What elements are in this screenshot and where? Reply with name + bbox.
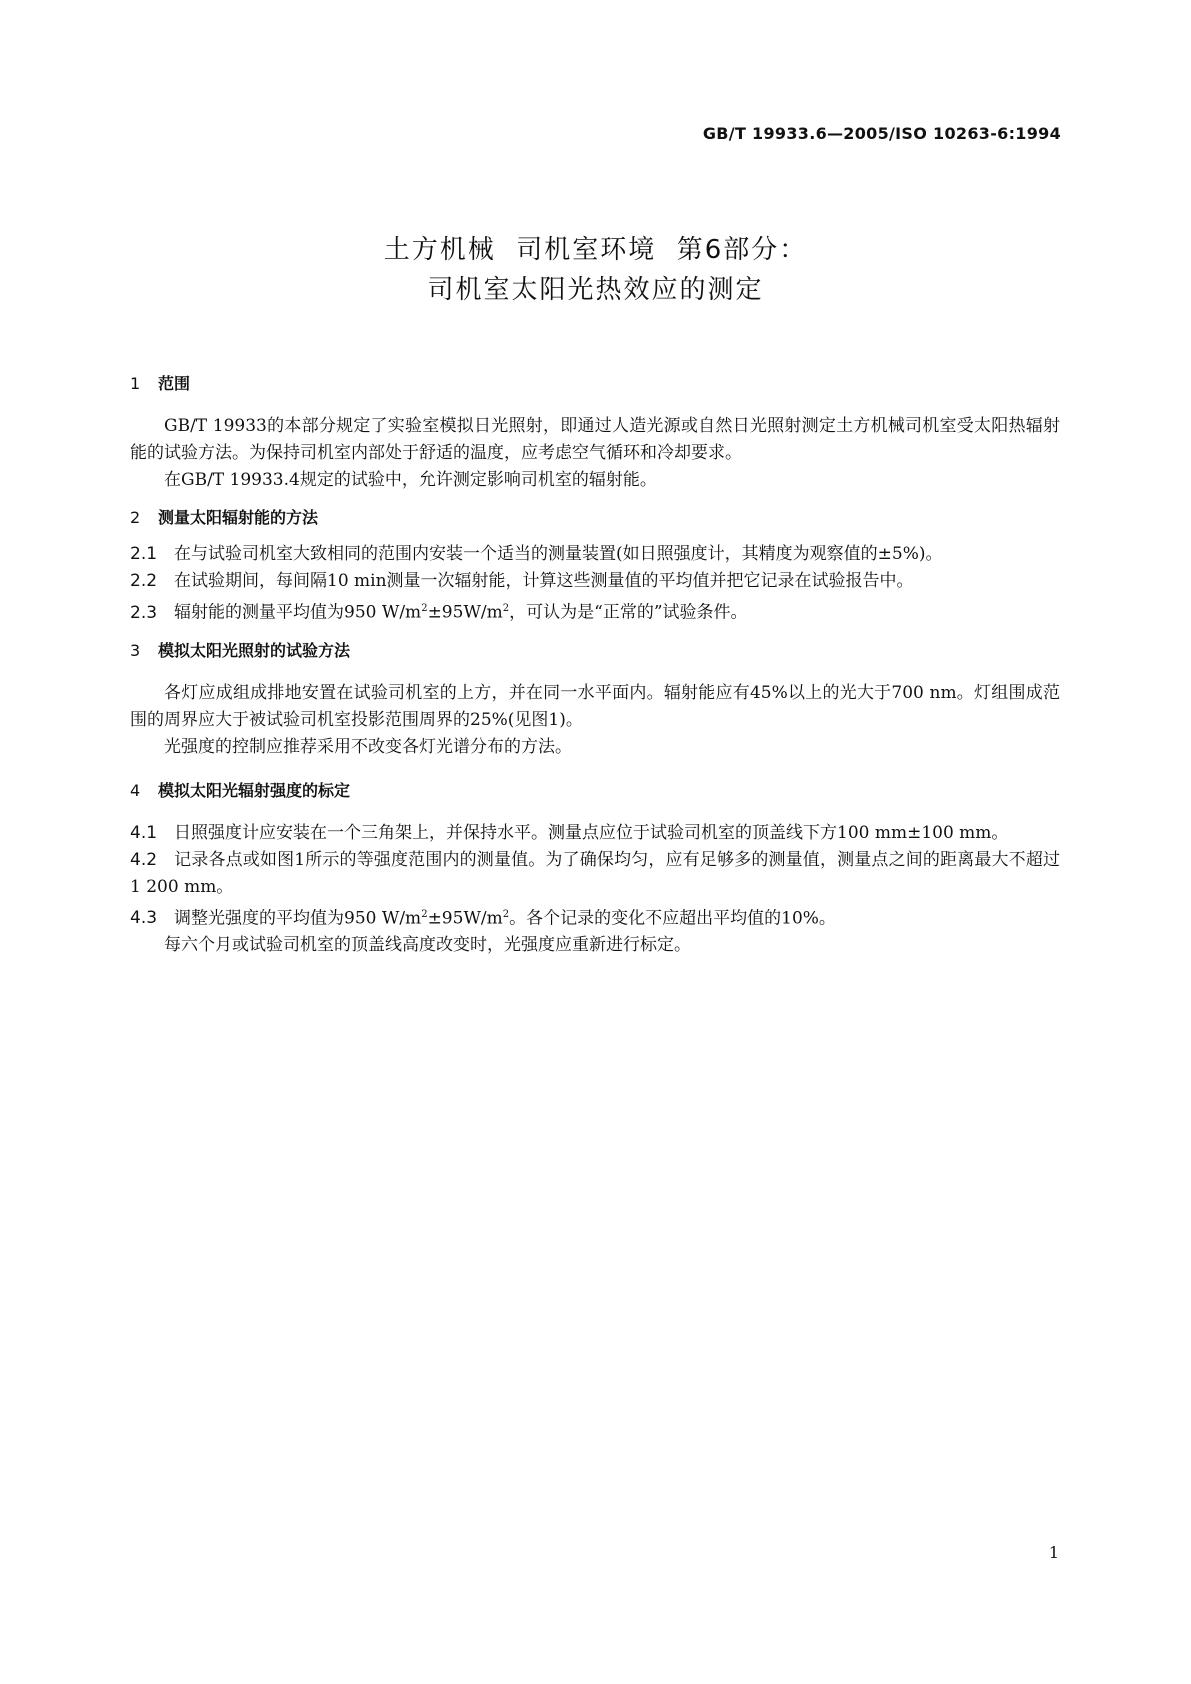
clause-number: 4.1: [130, 822, 158, 843]
section-number: 4: [130, 780, 141, 800]
clause-text: 记录各点或如图1所示的等强度范围内的测量值。为了确保均匀，应有足够多的测量值，测量点之间的距离最大不超过1 200 mm。: [130, 849, 1060, 897]
clause-2-3: [130, 595, 1060, 627]
section-number: 3: [130, 640, 141, 660]
clause-text: ，可认为是“正常的”试验条件。: [509, 602, 748, 623]
section-3-heading: [130, 637, 1060, 664]
clause-2-2: [130, 568, 1060, 595]
section-2-heading: [130, 504, 1060, 531]
clause-4-2: [130, 847, 1060, 901]
clause-2-1: [130, 541, 1060, 568]
page-number: 1: [1048, 1543, 1059, 1562]
section-4-heading: [130, 777, 1060, 804]
standard-code: GB/T 19933.6—2005/ISO 10263-6:1994: [702, 124, 1061, 143]
clause-text: 在与试验司机室大致相同的范围内安装一个适当的测量装置(如日照强度计，其精度为观察值的±5%)。: [174, 544, 943, 564]
section-3-paragraph-2: 光强度的控制应推荐采用不改变各灯光谱分布的方法。: [164, 736, 572, 757]
document-title: [0, 230, 1191, 310]
clause-text: 辐射能的测量平均值为950 W/m: [174, 602, 422, 623]
superscript: 2: [502, 908, 510, 920]
clause-4-1: [130, 820, 1060, 847]
section-title: 测量太阳辐射能的方法: [158, 508, 319, 527]
superscript: 2: [421, 908, 428, 920]
clause-number: 4.2: [130, 849, 158, 870]
clause-text: ±95W/m: [427, 602, 503, 623]
section-title: 模拟太阳光照射的试验方法: [158, 640, 351, 660]
title-line-1: 土方机械 司机室环境 第6部分：: [383, 235, 808, 265]
clause-text: ±95W/m: [427, 908, 503, 929]
section-1-heading: [130, 370, 1060, 397]
superscript: 2: [421, 603, 428, 614]
clause-number: 2.1: [130, 544, 158, 564]
section-1-paragraph-1: GB/T 19933的本部分规定了实验室模拟日光照射，即通过人造光源或自然日光照射测定土方机械司机室受太阳热辐射能的试验方法。为保持司机室内部处于舒适的温度，应考虑空气循环和冷却要求。: [130, 416, 1060, 463]
section-title: 模拟太阳光辐射强度的标定: [158, 780, 351, 800]
section-number: 2: [130, 508, 141, 527]
section-3-paragraph-1: 各灯应成组成排地安置在试验司机室的上方，并在同一水平面内。辐射能应有45%以上的光大于700 nm。灯组围成范围的周界应大于被试验司机室投影范围周界的25%(见图1)。: [130, 682, 1060, 730]
section-1-paragraph-2: 在GB/T 19933.4规定的试验中，允许测定影响司机室的辐射能。: [164, 470, 657, 490]
clause-4-3: [130, 901, 1060, 933]
section-4-last-paragraph: 每六个月或试验司机室的顶盖线高度改变时，光强度应重新进行标定。: [164, 935, 691, 956]
document-body: [130, 370, 1060, 959]
clause-text: 日照强度计应安装在一个三角架上，并保持水平。测量点应位于试验司机室的顶盖线下方100 mm±100 mm。: [174, 822, 1009, 843]
clause-text: 调整光强度的平均值为950 W/m: [174, 908, 422, 929]
superscript: 2: [502, 603, 510, 614]
title-line-2: 司机室太阳光热效应的测定: [427, 275, 764, 305]
clause-number: 2.3: [130, 602, 158, 623]
clause-text: 在试验期间，每间隔10 min测量一次辐射能，计算这些测量值的平均值并把它记录在试验报告中。: [174, 571, 914, 591]
clause-text: 。各个记录的变化不应超出平均值的10%。: [509, 908, 836, 929]
clause-number: 4.3: [130, 908, 158, 929]
section-title: 范围: [158, 374, 191, 393]
clause-number: 2.2: [130, 571, 158, 591]
section-number: 1: [130, 374, 141, 393]
